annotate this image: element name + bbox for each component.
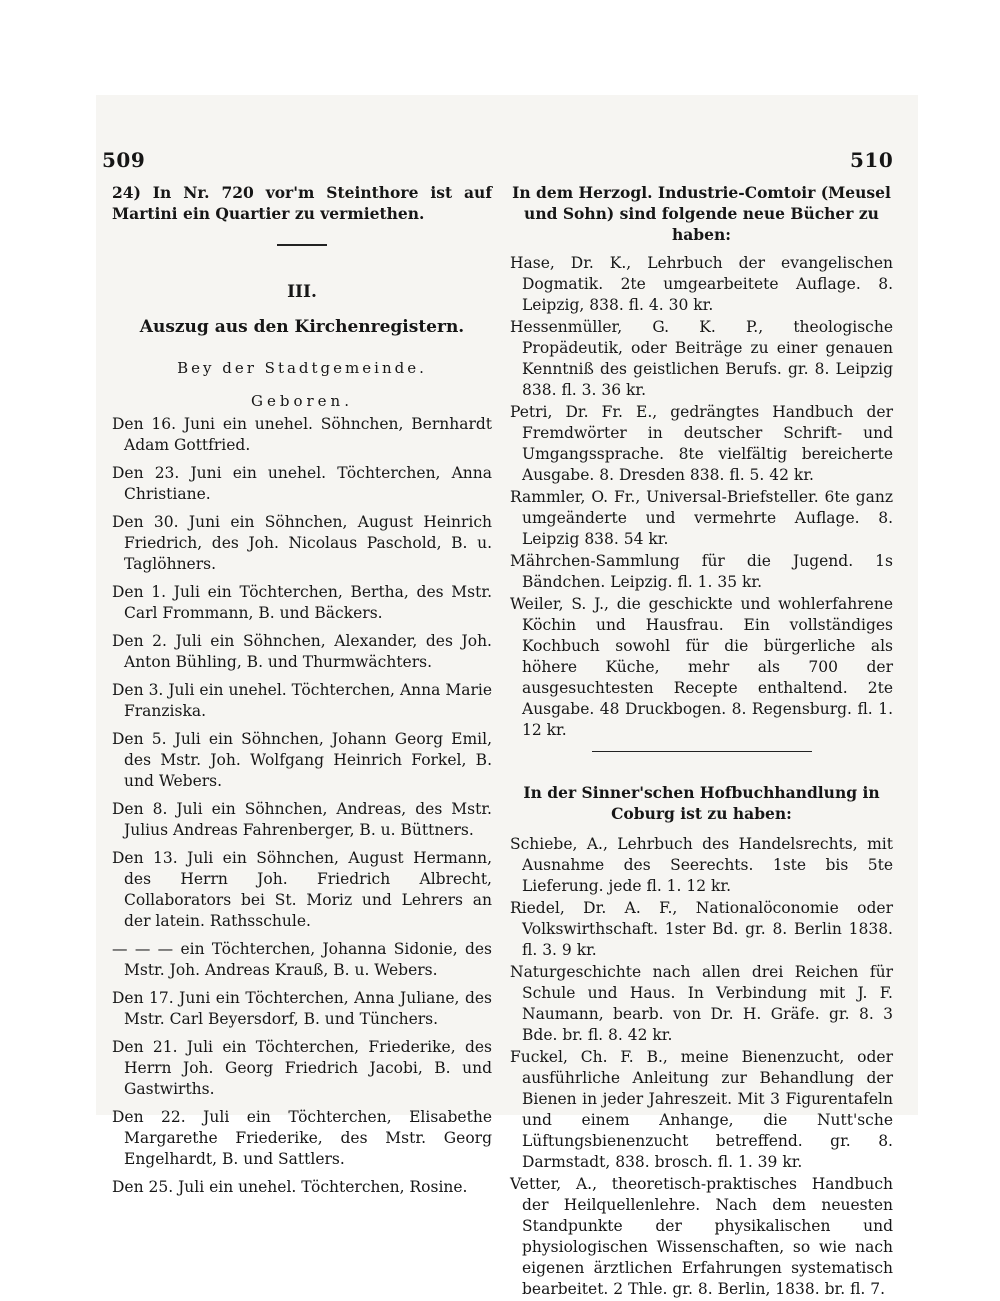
book-listing: Hessenmüller, G. K. P., theologische Propädeutik, oder Beiträge zu einer genauen Kenntniß des geistlichen Berufs. gr. 8. Leipzig 838. fl. 3. 36 kr. bbox=[510, 318, 893, 399]
book-listing: Petri, Dr. Fr. E., gedrängtes Handbuch der Fremdwörter in deutscher Schrift- und Umgangssprache. 8te vielfältig bereicherte Ausgabe. 8. Dresden 838. fl. 5. 42 kr. bbox=[510, 403, 893, 484]
births-heading: Geboren. bbox=[251, 392, 353, 410]
birth-entry: Den 16. Juni ein unehel. Söhnchen, Bernhardt Adam Gottfried. bbox=[112, 415, 492, 454]
section-number: III. bbox=[287, 282, 317, 302]
birth-entry: Den 23. Juni ein unehel. Töchterchen, Anna Christiane. bbox=[112, 464, 492, 503]
book-listing: Fuckel, Ch. F. B., meine Bienenzucht, oder ausführliche Anleitung zur Behandlung der Bienen in jeder Jahreszeit. Mit 3 Figurentafeln und einem Anhange, die Nutt'sche Lüftungsbienenzucht betreffend. gr. 8. Darmstadt, 838. brosch. fl. 1. 39 kr. bbox=[510, 1048, 893, 1171]
subheading: Bey der Stadtgemeinde. bbox=[177, 359, 427, 377]
birth-entry: — — — ein Töchterchen, Johanna Sidonie, des Mstr. Joh. Andreas Krauß, B. u. Webers. bbox=[112, 940, 492, 979]
birth-entry: Den 21. Juli ein Töchterchen, Friederike, des Herrn Joh. Georg Friedrich Jacobi, B. und Gastwirths. bbox=[112, 1038, 492, 1098]
bookshop-heading-sinner: In der Sinner'schen Hofbuchhandlung in Coburg ist zu haben: bbox=[523, 783, 880, 823]
birth-entry: Den 1. Juli ein Töchterchen, Bertha, des Mstr. Carl Frommann, B. und Bäckers. bbox=[112, 583, 492, 622]
page-number-right: 510 bbox=[850, 148, 894, 172]
birth-entry: Den 8. Juli ein Söhnchen, Andreas, des Mstr. Julius Andreas Fahrenberger, B. u. Büttners. bbox=[112, 800, 492, 839]
birth-entry: Den 5. Juli ein Söhnchen, Johann Georg Emil, des Mstr. Joh. Wolfgang Heinrich Forkel, B. und Webers. bbox=[112, 730, 492, 790]
book-listing: Naturgeschichte nach allen drei Reichen für Schule und Haus. In Verbindung mit J. F. Naumann, bearb. von Dr. H. Gräfe. gr. 8. 3 Bde. br. fl. 8. 42 kr. bbox=[510, 963, 893, 1044]
page-number-left: 509 bbox=[102, 148, 146, 172]
rental-notice: 24) In Nr. 720 vor'm Steinthore ist auf Martini ein Quartier zu vermiethen. bbox=[112, 183, 492, 223]
divider bbox=[277, 244, 327, 246]
book-listing: Vetter, A., theoretisch-praktisches Handbuch der Heilquellenlehre. Nach dem neuesten Standpunkte der physikalischen und physiologischen Wissenschaften, so wie nach eigenen ärztlichen Erfahrungen systematisch bearbeitet. 2 Thle. gr. 8. Berlin, 1838. br. fl. 7. bbox=[510, 1175, 893, 1298]
book-listing: Riedel, Dr. A. F., Nationalöconomie oder Volkswirthschaft. 1ster Bd. gr. 8. Berlin 1838. fl. 3. 9 kr. bbox=[510, 899, 893, 959]
birth-entry: Den 22. Juli ein Töchterchen, Elisabethe Margarethe Friederike, des Mstr. Georg Engelhardt, B. und Sattlers. bbox=[112, 1108, 492, 1168]
book-listing: Weiler, S. J., die geschickte und wohlerfahrene Köchin und Hausfrau. Ein vollständiges Kochbuch sowohl für die bürgerliche als höhere Küche, mehr als 700 der ausgesuchtesten Recepte enthaltend. 2te Ausgabe. 48 Druckbogen. 8. Regensburg. fl. 1. 12 kr. bbox=[510, 595, 893, 739]
birth-entry: Den 13. Juli ein Söhnchen, August Hermann, des Herrn Joh. Friedrich Albrecht, Collaborators bei St. Moriz und Lehrers an der latein. Rathsschule. bbox=[112, 849, 492, 930]
birth-entry: Den 30. Juni ein Söhnchen, August Heinrich Friedrich, des Joh. Nicolaus Paschold, B. u. Taglöhners. bbox=[112, 513, 492, 573]
book-listing: Hase, Dr. K., Lehrbuch der evangelischen Dogmatik. 2te umgearbeitete Auflage. 8. Leipzig, 838. fl. 4. 30 kr. bbox=[510, 254, 893, 314]
book-listing: Mährchen-Sammlung für die Jugend. 1s Bändchen. Leipzig. fl. 1. 35 kr. bbox=[510, 552, 893, 591]
birth-entry: Den 25. Juli ein unehel. Töchterchen, Rosine. bbox=[112, 1178, 468, 1196]
birth-entry: Den 2. Juli ein Söhnchen, Alexander, des Joh. Anton Bühling, B. und Thurmwächters. bbox=[112, 632, 492, 671]
section-title: Auszug aus den Kirchenregistern. bbox=[139, 317, 465, 337]
left-column bbox=[112, 182, 492, 1205]
birth-entry: Den 17. Juni ein Töchterchen, Anna Juliane, des Mstr. Carl Beyersdorf, B. und Tünchers. bbox=[112, 989, 492, 1028]
divider bbox=[592, 751, 812, 752]
bookshop-heading-meusel: In dem Herzogl. Industrie-Comtoir (Meusel und Sohn) sind folgende neue Bücher zu haben: bbox=[512, 183, 891, 244]
book-listing: Rammler, O. Fr., Universal-Briefsteller. 6te ganz umgeänderte und vermehrte Auflage. 8. Leipzig 838. 54 kr. bbox=[510, 488, 893, 548]
birth-entry: Den 3. Juli ein unehel. Töchterchen, Anna Marie Franziska. bbox=[112, 681, 492, 720]
book-listing: Schiebe, A., Lehrbuch des Handelsrechts, mit Ausnahme des Seerechts. 1ste bis 5te Lieferung. jede fl. 1. 12 kr. bbox=[510, 835, 893, 895]
right-column bbox=[510, 182, 893, 1301]
